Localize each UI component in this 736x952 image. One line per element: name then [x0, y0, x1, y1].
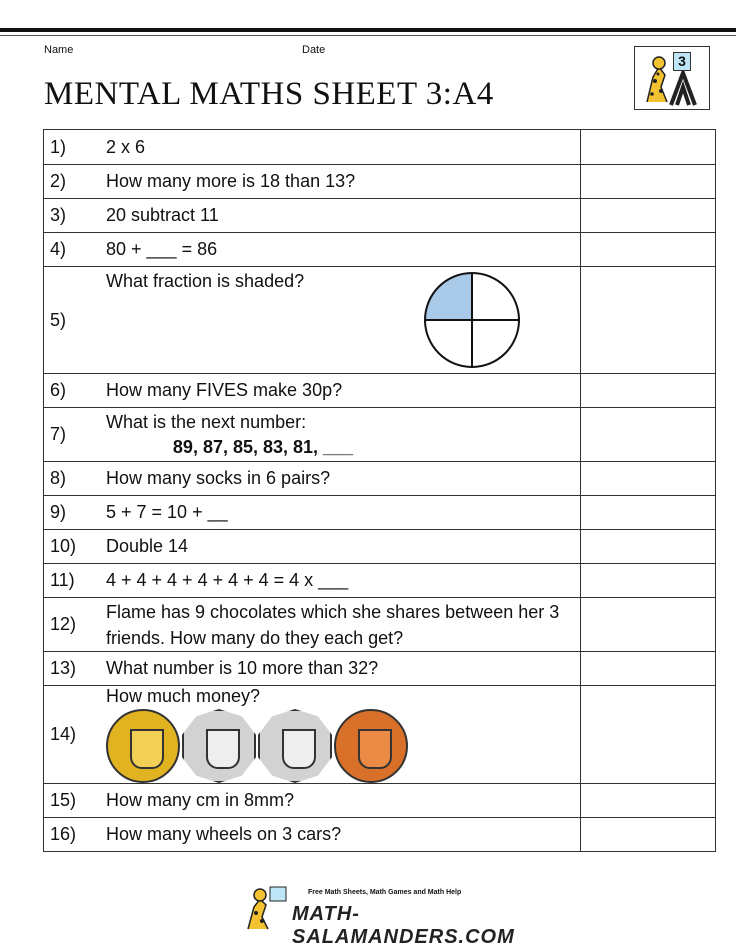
answer-box[interactable]: [581, 408, 716, 462]
salamander-icon: [240, 885, 290, 931]
question-number: 15): [44, 784, 105, 818]
answer-box[interactable]: [581, 165, 716, 199]
question-number: 16): [44, 818, 105, 852]
coin-one-pound: [106, 709, 180, 783]
question-cell: [104, 496, 581, 530]
coin-row: [106, 709, 580, 783]
question-cell: [104, 462, 581, 496]
question-text: 2 x 6: [106, 136, 146, 157]
question-row: [44, 598, 716, 652]
question-cell: [104, 408, 581, 462]
coin-emblem: [282, 729, 316, 769]
answer-box[interactable]: [581, 686, 716, 784]
questions-table: [43, 129, 716, 852]
question-number: 4): [44, 233, 105, 267]
answer-box[interactable]: [581, 652, 716, 686]
answer-box[interactable]: [581, 784, 716, 818]
question-row: [44, 530, 716, 564]
date-label: Date: [302, 44, 326, 56]
question-number: 14): [44, 686, 105, 784]
answer-box[interactable]: [581, 267, 716, 374]
footer-brand: MATH-SALAMANDERS.COM: [292, 903, 515, 948]
question-number: 10): [44, 530, 105, 564]
question-row: [44, 199, 716, 233]
question-text: How many more is 18 than 13?: [106, 171, 356, 191]
answer-box[interactable]: [581, 564, 716, 598]
answer-box[interactable]: [581, 199, 716, 233]
question-cell: [104, 530, 581, 564]
question-row: [44, 564, 716, 598]
question-number: 5): [44, 267, 105, 374]
question-row: [44, 267, 716, 374]
question-cell: [104, 374, 581, 408]
question-cell: [104, 818, 581, 852]
salamander-icon: [635, 47, 709, 109]
question-text: How many cm in 8mm?: [106, 790, 295, 810]
question-text: 4 + 4 + 4 + 4 + 4 + 4 = 4 x ___: [106, 570, 349, 590]
coin-one-penny: [334, 709, 408, 783]
footer-logo: [240, 885, 530, 948]
question-text: Double 14: [106, 536, 189, 556]
coin-emblem: [206, 729, 240, 769]
coin-emblem: [358, 729, 392, 769]
coin-twenty-pence: [258, 709, 332, 783]
question-cell: [104, 233, 581, 267]
question-number: 3): [44, 199, 105, 233]
question-text: What is the next number:: [106, 411, 307, 432]
answer-box[interactable]: [581, 374, 716, 408]
question-text: What number is 10 more than 32?: [106, 658, 379, 678]
question-row: [44, 818, 716, 852]
question-row: [44, 462, 716, 496]
question-text: How much money?: [106, 686, 261, 706]
question-row: [44, 652, 716, 686]
question-row: [44, 165, 716, 199]
question-text: 5 + 7 = 10 + __: [106, 502, 228, 522]
salamander-logo: [634, 46, 710, 110]
name-label: Name: [44, 44, 74, 56]
top-rule: [0, 28, 736, 32]
coin-twenty-pence: [182, 709, 256, 783]
question-row: [44, 130, 716, 165]
question-number: 12): [44, 598, 105, 652]
question-number: 11): [44, 564, 105, 598]
question-text: 20 subtract 11: [106, 205, 219, 225]
answer-box[interactable]: [581, 530, 716, 564]
question-cell: [104, 267, 581, 374]
question-number: 9): [44, 496, 105, 530]
answer-box[interactable]: [581, 496, 716, 530]
number-sequence: 89, 87, 85, 83, 81, ___: [172, 436, 354, 457]
coin-emblem: [130, 729, 164, 769]
question-cell: [104, 199, 581, 233]
footer-tagline: Free Math Sheets, Math Games and Math Help: [308, 889, 462, 896]
page-title: MENTAL MATHS SHEET 3:A4: [44, 76, 494, 112]
question-cell: [104, 652, 581, 686]
question-cell: [104, 564, 581, 598]
question-text: How many wheels on 3 cars?: [106, 824, 342, 844]
question-row: [44, 496, 716, 530]
question-cell: [104, 686, 581, 784]
answer-box[interactable]: [581, 598, 716, 652]
question-number: 13): [44, 652, 105, 686]
question-cell: [104, 784, 581, 818]
question-number: 8): [44, 462, 105, 496]
question-text: 80 + ___ = 86: [106, 239, 218, 259]
question-number: 7): [44, 408, 105, 462]
answer-box[interactable]: [581, 462, 716, 496]
answer-box[interactable]: [581, 818, 716, 852]
fraction-circle: [422, 270, 522, 370]
question-row: [44, 686, 716, 784]
question-cell: [104, 130, 581, 165]
question-number: 1): [44, 130, 105, 165]
question-cell: [104, 165, 581, 199]
logo-number: 3: [673, 52, 691, 71]
answer-box[interactable]: [581, 130, 716, 165]
question-row: [44, 233, 716, 267]
question-text: What fraction is shaded?: [106, 271, 305, 291]
question-number: 6): [44, 374, 105, 408]
question-text: How many socks in 6 pairs?: [106, 468, 331, 488]
question-text: How many FIVES make 30p?: [106, 380, 343, 400]
question-row: [44, 408, 716, 462]
question-text: Flame has 9 chocolates which she shares between her 3 friends. How many do they each get?: [106, 601, 560, 648]
question-row: [44, 784, 716, 818]
question-cell: [104, 598, 581, 652]
top-rule-thin: [0, 35, 736, 36]
question-row: [44, 374, 716, 408]
question-number: 2): [44, 165, 105, 199]
answer-box[interactable]: [581, 233, 716, 267]
